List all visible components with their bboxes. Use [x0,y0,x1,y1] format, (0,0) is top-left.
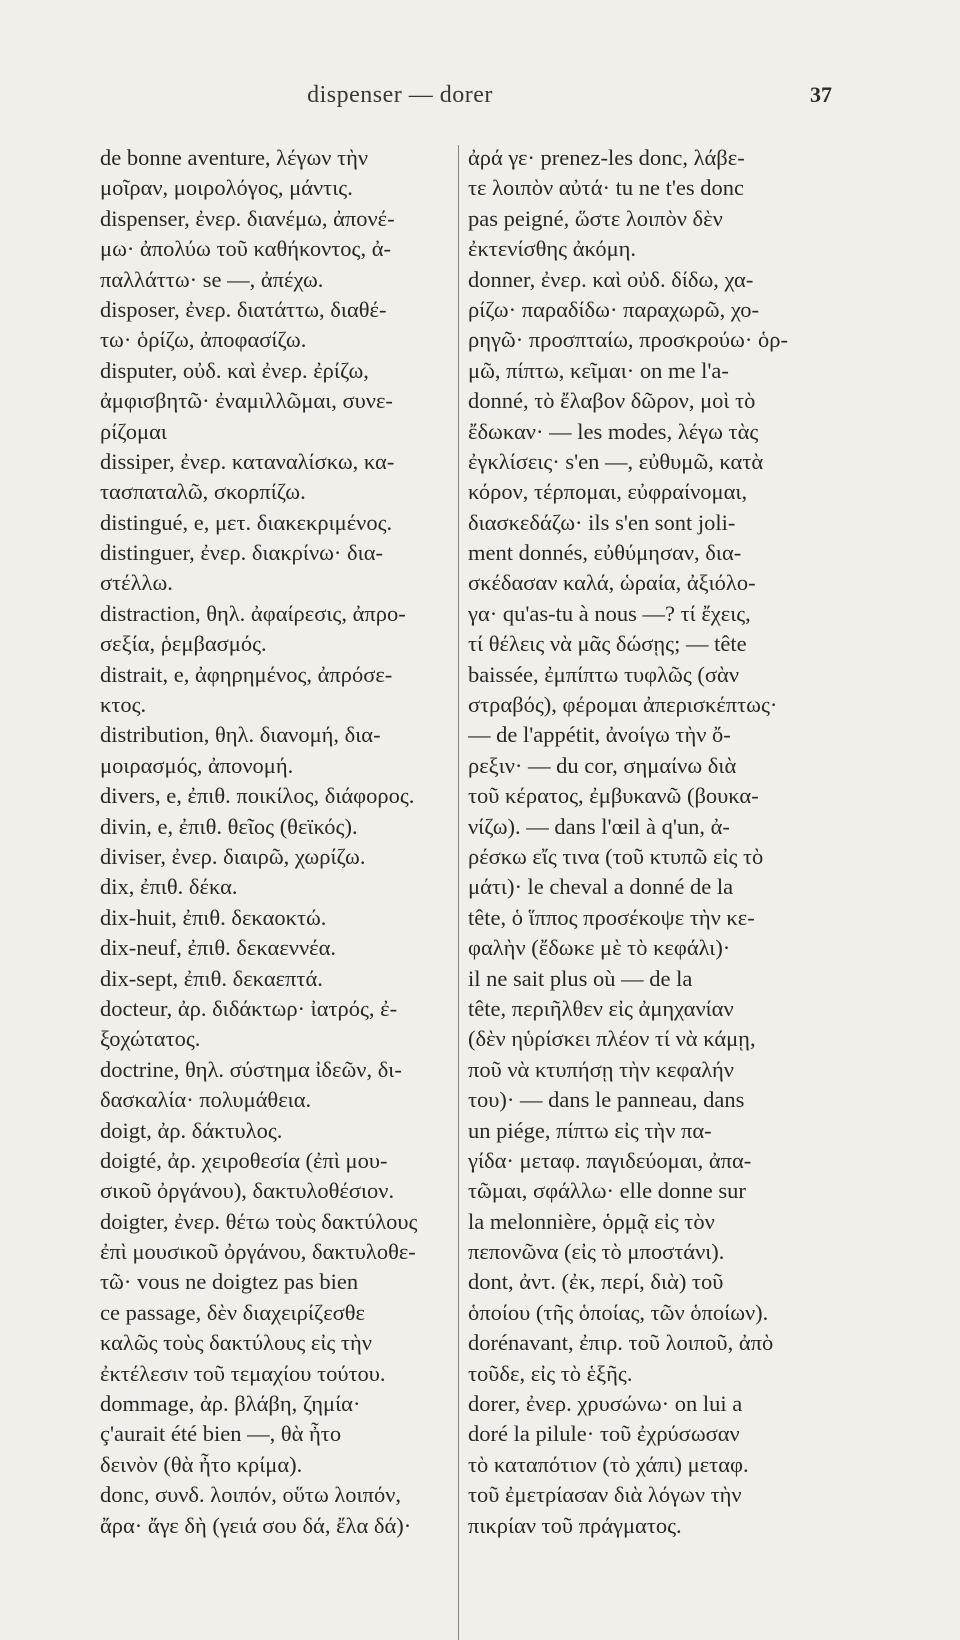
text-line: dont, ἀντ. (ἐκ, περί, διὰ) τοῦ [468,1269,724,1295]
text-line: τῶμαι, σφάλλω· elle donne sur [468,1178,746,1204]
text-line: il ne sait plus où — de la [468,965,693,991]
right-column [468,143,823,1541]
text-line: τί θέλεις νὰ μᾶς δώσῃς; — tête [468,631,747,657]
text-line: tête, περιῆλθεν εἰς ἀμηχανίαν [468,995,734,1021]
text-line: dix, ἐπιθ. δέκα. [100,874,238,900]
text-line: un piége, πίπτω εἰς τὴν πα- [468,1117,712,1143]
text-line: pas peigné, ὥστε λοιπὸν δὲν [468,205,723,231]
text-line: στέλλω. [100,570,173,596]
text-line: μάτι)· le cheval a donné de la [468,874,734,900]
text-line: donner, ἐνερ. καὶ οὐδ. δίδω, χα- [468,266,754,292]
text-line: baissée, ἐμπίπτω τυφλῶς (σὰν [468,661,739,687]
text-line: dommage, ἀρ. βλάβη, ζημία· [100,1391,361,1417]
text-line: distraction, θηλ. ἀφαίρεσις, ἀπρο- [100,600,406,626]
text-line: ρίζομαι [100,418,167,444]
text-line: τοῦ ἐμετρίασαν διὰ λόγων τὴν [468,1482,742,1508]
text-line: ce passage, δὲν διαχειρίζεσθε [100,1299,366,1325]
text-line: divin, e, ἐπιθ. θεῖος (θεϊκός). [100,813,358,839]
text-line: τω· ὁρίζω, ἀποφασίζω. [100,327,307,353]
text-line: ἀρά γε· prenez-les donc, λάβε- [468,145,745,170]
text-line: καλῶς τοὺς δακτύλους εἰς τὴν [100,1330,372,1356]
text-line: dorer, ἐνερ. χρυσώνω· on lui a [468,1391,743,1417]
text-line: ἔδωκαν· — les modes, λέγω τὰς [468,418,759,444]
text-line: ξοχώτατος. [100,1026,201,1052]
text-line: doigt, ἀρ. δάκτυλος. [100,1117,283,1143]
text-line: — de l'appétit, ἀνοίγω τὴν ὄ- [468,722,731,748]
text-line: σεξία, ῥεμβασμός. [100,631,267,657]
text-line: μοῖραν, μοιρολόγος, μάντις. [100,175,353,201]
text-line: ποῦ νὰ κτυπήσῃ τὴν κεφαλήν [468,1056,734,1082]
text-line: (δὲν ηὑρίσκει πλέον τί νὰ κάμῃ, [468,1026,756,1052]
column-divider [458,145,459,1640]
text-line: ç'aurait été bien —, θὰ ἦτο [100,1421,342,1447]
text-line: νίζω). — dans l'œil à q'un, ἀ- [468,813,730,839]
text-line: ἐκτενίσθης ἀκόμη. [468,236,637,262]
text-line: του)· — dans le panneau, dans [468,1087,745,1113]
text-line: ment donnés, εὐθύμησαν, δια- [468,540,742,566]
text-line: τῶ· vous ne doigtez pas bien [100,1269,359,1295]
text-line: ρεξιν· — du cor, σημαίνω διὰ [468,752,737,778]
text-line: de bonne aventure, λέγων τὴν [100,145,369,170]
text-line: ρέσκω εἴς τινα (τοῦ κτυπῶ εἰς τὸ [468,843,764,869]
text-line: γα· qu'as-tu à nous —? τί ἔχεις, [468,600,751,626]
text-line: γίδα· μεταφ. παγιδεύομαι, ἀπα- [468,1147,752,1173]
text-line: ἀμφισβητῶ· ἐναμιλλῶμαι, συνε- [100,388,393,414]
text-line: ἐπὶ μουσικοῦ ὀργάνου, δακτυλοθε- [100,1239,416,1265]
text-line: dispenser, ἐνερ. διανέμω, ἀπονέ- [100,205,395,231]
text-line: dix-sept, ἐπιθ. δεκαεπτά. [100,965,323,991]
text-line: διασκεδάζω· ils s'en sont joli- [468,509,736,535]
text-line: doigter, ἐνερ. θέτω τοὺς δακτύλους [100,1208,418,1234]
text-line: τοῦ κέρατος, ἐμβυκανῶ (βουκα- [468,783,759,809]
text-line: τὸ καταπότιον (τὸ χάπι) μεταφ. [468,1451,749,1477]
text-line: δεινὸν (θὰ ἦτο κρίμα). [100,1451,303,1477]
text-line: la melonnière, ὁρμᾷ εἰς τὸν [468,1208,715,1234]
text-line: δασκαλία· πολυμάθεια. [100,1087,312,1113]
text-line: diviser, ἐνερ. διαιρῶ, χωρίζω. [100,843,366,869]
text-line: μω· ἀπολύω τοῦ καθήκοντος, ἀ- [100,236,391,262]
text-line: σκέδασαν καλά, ὡραία, ἀξιόλο- [468,570,756,596]
text-line: dorénavant, ἐπιρ. τοῦ λοιποῦ, ἀπὸ [468,1330,774,1356]
text-line: tête, ὁ ἵππος προσέκοψε τὴν κε- [468,904,755,930]
text-line: μῶ, πίπτω, κεῖμαι· on me l'a- [468,357,729,383]
text-line: donné, τὸ ἔλαβον δῶρον, μοὶ τὸ [468,388,756,414]
text-line: τε λοιπὸν αὐτά· tu ne t'es donc [468,175,745,201]
text-line: στραβός), φέρομαι ἀπερισκέπτως· [468,692,778,718]
text-line: ἄρα· ἄγε δὴ (γειά σου δά, ἔλα δά)· [100,1512,412,1538]
text-line: divers, e, ἐπιθ. ποικίλος, διάφορος. [100,783,415,809]
text-line: σικοῦ ὀργάνου), δακτυλοθέσιον. [100,1178,395,1204]
text-line: dix-huit, ἐπιθ. δεκαοκτώ. [100,904,327,930]
text-line: distingué, e, μετ. διακεκριμένος. [100,509,393,535]
text-line: κόρον, τέρπομαι, εὐφραίνομαι, [468,479,748,505]
text-line: μοιρασμός, ἀπονομή. [100,752,294,778]
text-line: ρηγῶ· προσπταίω, προσκρούω· ὁρ- [468,327,788,353]
text-line: ρίζω· παραδίδω· παραχωρῶ, χο- [468,296,760,322]
running-title: dispenser — dorer [307,82,493,108]
left-column [100,143,455,1541]
text-line: dissiper, ἐνερ. καταναλίσκω, κα- [100,448,395,474]
text-line: donc, συνδ. λοιπόν, οὕτω λοιπόν, [100,1482,402,1508]
page-header [0,82,960,112]
text-line: disposer, ἐνερ. διατάττω, διαθέ- [100,296,387,322]
text-line: παλλάττω· se —, ἀπέχω. [100,266,324,292]
page-number: 37 [810,82,832,107]
text-line: distribution, θηλ. διανομή, δια- [100,722,381,748]
text-line: dix-neuf, ἐπιθ. δεκαεννέα. [100,935,336,961]
text-line: φαλὴν (ἔδωκε μὲ τὸ κεφάλι)· [468,935,731,961]
text-line: distrait, e, ἀφηρημένος, ἀπρόσε- [100,661,393,687]
text-line: ἐγκλίσεις· s'en —, εὐθυμῶ, κατὰ [468,448,764,474]
text-line: disputer, οὐδ. καὶ ἐνερ. ἐρίζω, [100,357,369,383]
text-line: κτος. [100,692,147,718]
text-line: πεπονῶνα (εἰς τὸ μποστάνι). [468,1239,725,1265]
text-line: doigté, ἀρ. χειροθεσία (ἐπὶ μου- [100,1147,388,1173]
text-line: distinguer, ἐνερ. διακρίνω· δια- [100,540,383,566]
text-line: πικρίαν τοῦ πράγματος. [468,1512,682,1538]
text-line: ὁποίου (τῆς ὁποίας, τῶν ὁποίων). [468,1299,769,1325]
text-line: ἐκτέλεσιν τοῦ τεμαχίου τούτου. [100,1360,386,1386]
text-line: doctrine, θηλ. σύστημα ἰδεῶν, δι- [100,1056,402,1082]
text-line: τασπαταλῶ, σκορπίζω. [100,479,306,505]
text-line: docteur, ἀρ. διδάκτωρ· ἰατρός, ἐ- [100,995,398,1021]
text-line: doré la pilule· τοῦ ἐχρύσωσαν [468,1421,740,1447]
text-line: τοῦδε, εἰς τὸ ἑξῆς. [468,1360,633,1386]
